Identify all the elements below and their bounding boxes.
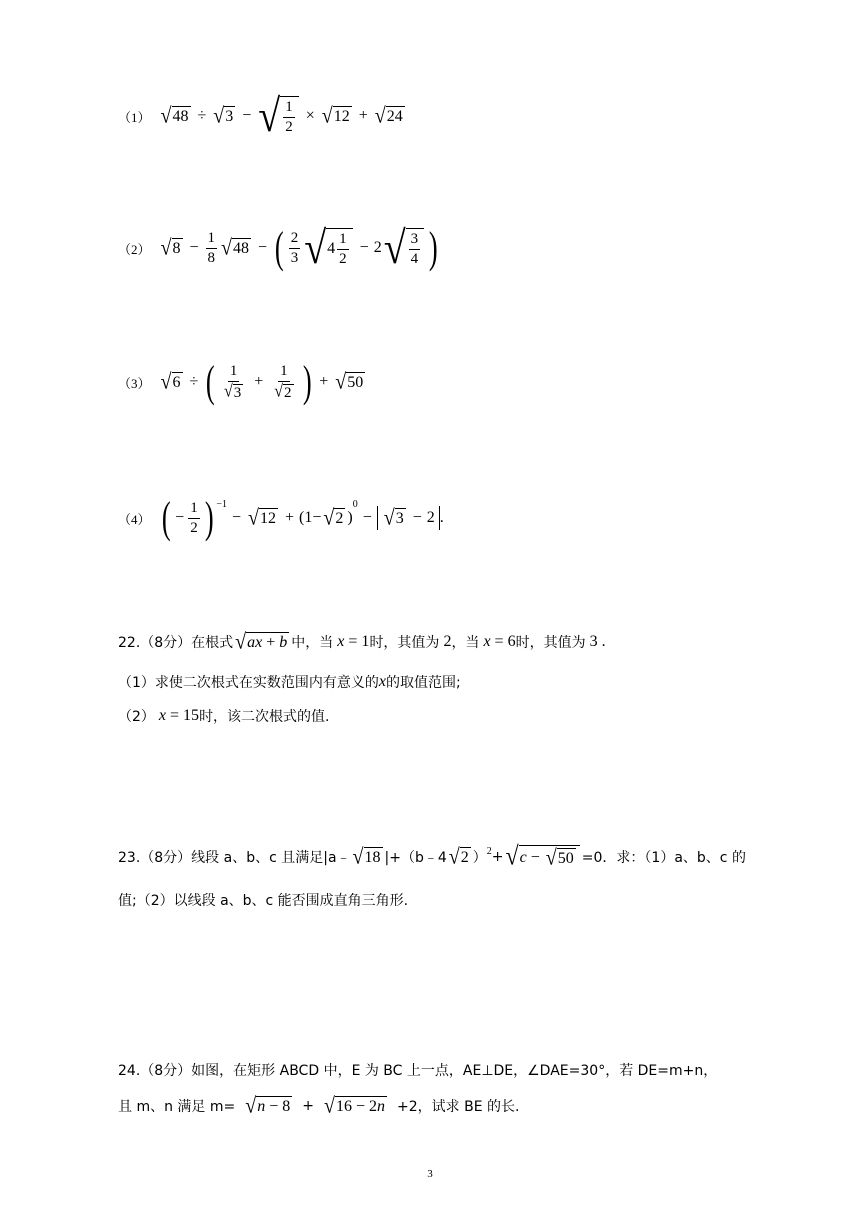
sqrt-4-and-half: √ 4 $\frac{1}{2}$ — [304, 228, 352, 268]
problem-label: （2） — [118, 241, 151, 257]
problem-21-1: （1） √ 48 ÷ √ 3 − √ $\frac{1}{2}$ × √ 12 + √ 24 — [118, 89, 403, 142]
question-22-sub1: （1）求使二次根式在实数范围内有意义的 x 的取值范围; — [118, 673, 461, 691]
fraction-1-8: $\frac{1}{8}$ — [207, 229, 216, 266]
question-23-line1: 23.（8分）线段 a、b、c 且满足|a﹣ √ 18 |+（b﹣4 √ 2 ） 2 + √ c − √ 50 =0．求：（1）a、b、c 的 — [118, 842, 746, 872]
fraction-1-2: $\frac{1}{2}$ — [190, 499, 198, 536]
problem-label: （1） — [118, 109, 151, 125]
sqrt-18: √ 18 — [352, 844, 381, 870]
question-22: 22.（8分）在根式 √ ax + b 中，当 x = 1 时，其值为 2 ，当 x = 6 时，其值为 3 . — [118, 629, 606, 655]
sqrt-n-minus-8: √ n − 8 — [245, 1093, 291, 1119]
sqrt-3-4: √ $\frac{3}{4}$ — [384, 228, 424, 268]
question-23-line2: 值;（2）以线段 a、b、c 能否围成直角三角形. — [118, 893, 409, 909]
sqrt-2: √ 2 — [448, 844, 469, 870]
sqrt-24: √ 24 — [374, 103, 403, 129]
sqrt-half: √ $\frac{1}{2}$ — [258, 96, 298, 136]
problem-21-4: （4） ( − $\frac{1}{2}$ ) −1 − √ 12 + (1− √ 2 ) 0 − √ 3 − 2 . — [118, 493, 444, 542]
absolute-value: √ 3 − 2 — [377, 506, 440, 530]
problem-21-2: （2） √ 8 − $\frac{1}{8}$ √ 48 − ( $\frac{2}{3}$ √ 4 $\frac{1}{2}$ − 2 √ $\frac{3}{4}$ ) — [118, 221, 438, 274]
fraction-1-sqrt3: 1 √ 3 — [223, 362, 242, 401]
sqrt-8: √ 8 — [160, 235, 181, 261]
problem-label: （3） — [118, 375, 151, 391]
question-22-head: 22.（8分）在根式 — [118, 635, 234, 651]
sqrt-12: √ 12 — [248, 505, 277, 531]
problem-21-3: （3） √ 6 ÷ ( 1 √ 3 + 1 √ 2 ) + √ 50 — [118, 357, 364, 406]
sqrt-3: √ 3 — [213, 103, 234, 129]
fraction-1-sqrt2: 1 √ 2 — [274, 362, 292, 401]
question-22-sub2: （2） x = 15 时，该二次根式的值. — [118, 707, 330, 725]
sqrt-6: √ 6 — [160, 369, 181, 395]
question-24-line2: 且 m、n 满足 m= √ n − 8 + √ 16 − 2 n +2，试求 BE 的长. — [118, 1093, 520, 1119]
question-24-line1: 24.（8分）如图，在矩形 ABCD 中，E 为 BC 上一点，AE⊥DE，∠DAE=30°，若 DE=m+n， — [118, 1063, 718, 1079]
sqrt-16-minus-2n: √ 16 − 2 n — [323, 1093, 385, 1119]
sqrt-50: √ 50 — [335, 369, 364, 395]
sqrt-2: √ 2 — [323, 505, 344, 531]
problem-label: （4） — [118, 511, 151, 527]
sqrt-ax-plus-b: √ ax + b — [235, 629, 288, 655]
sqrt-c-minus-sqrt50: √ c − √ 50 — [505, 845, 579, 869]
sqrt-12: √ 12 — [321, 103, 350, 129]
fraction-2-3: $\frac{2}{3}$ — [290, 229, 299, 266]
sqrt-48: √ 48 — [160, 103, 189, 129]
sqrt-48: √ 48 — [221, 235, 250, 261]
page-number: 3 — [427, 1168, 433, 1180]
